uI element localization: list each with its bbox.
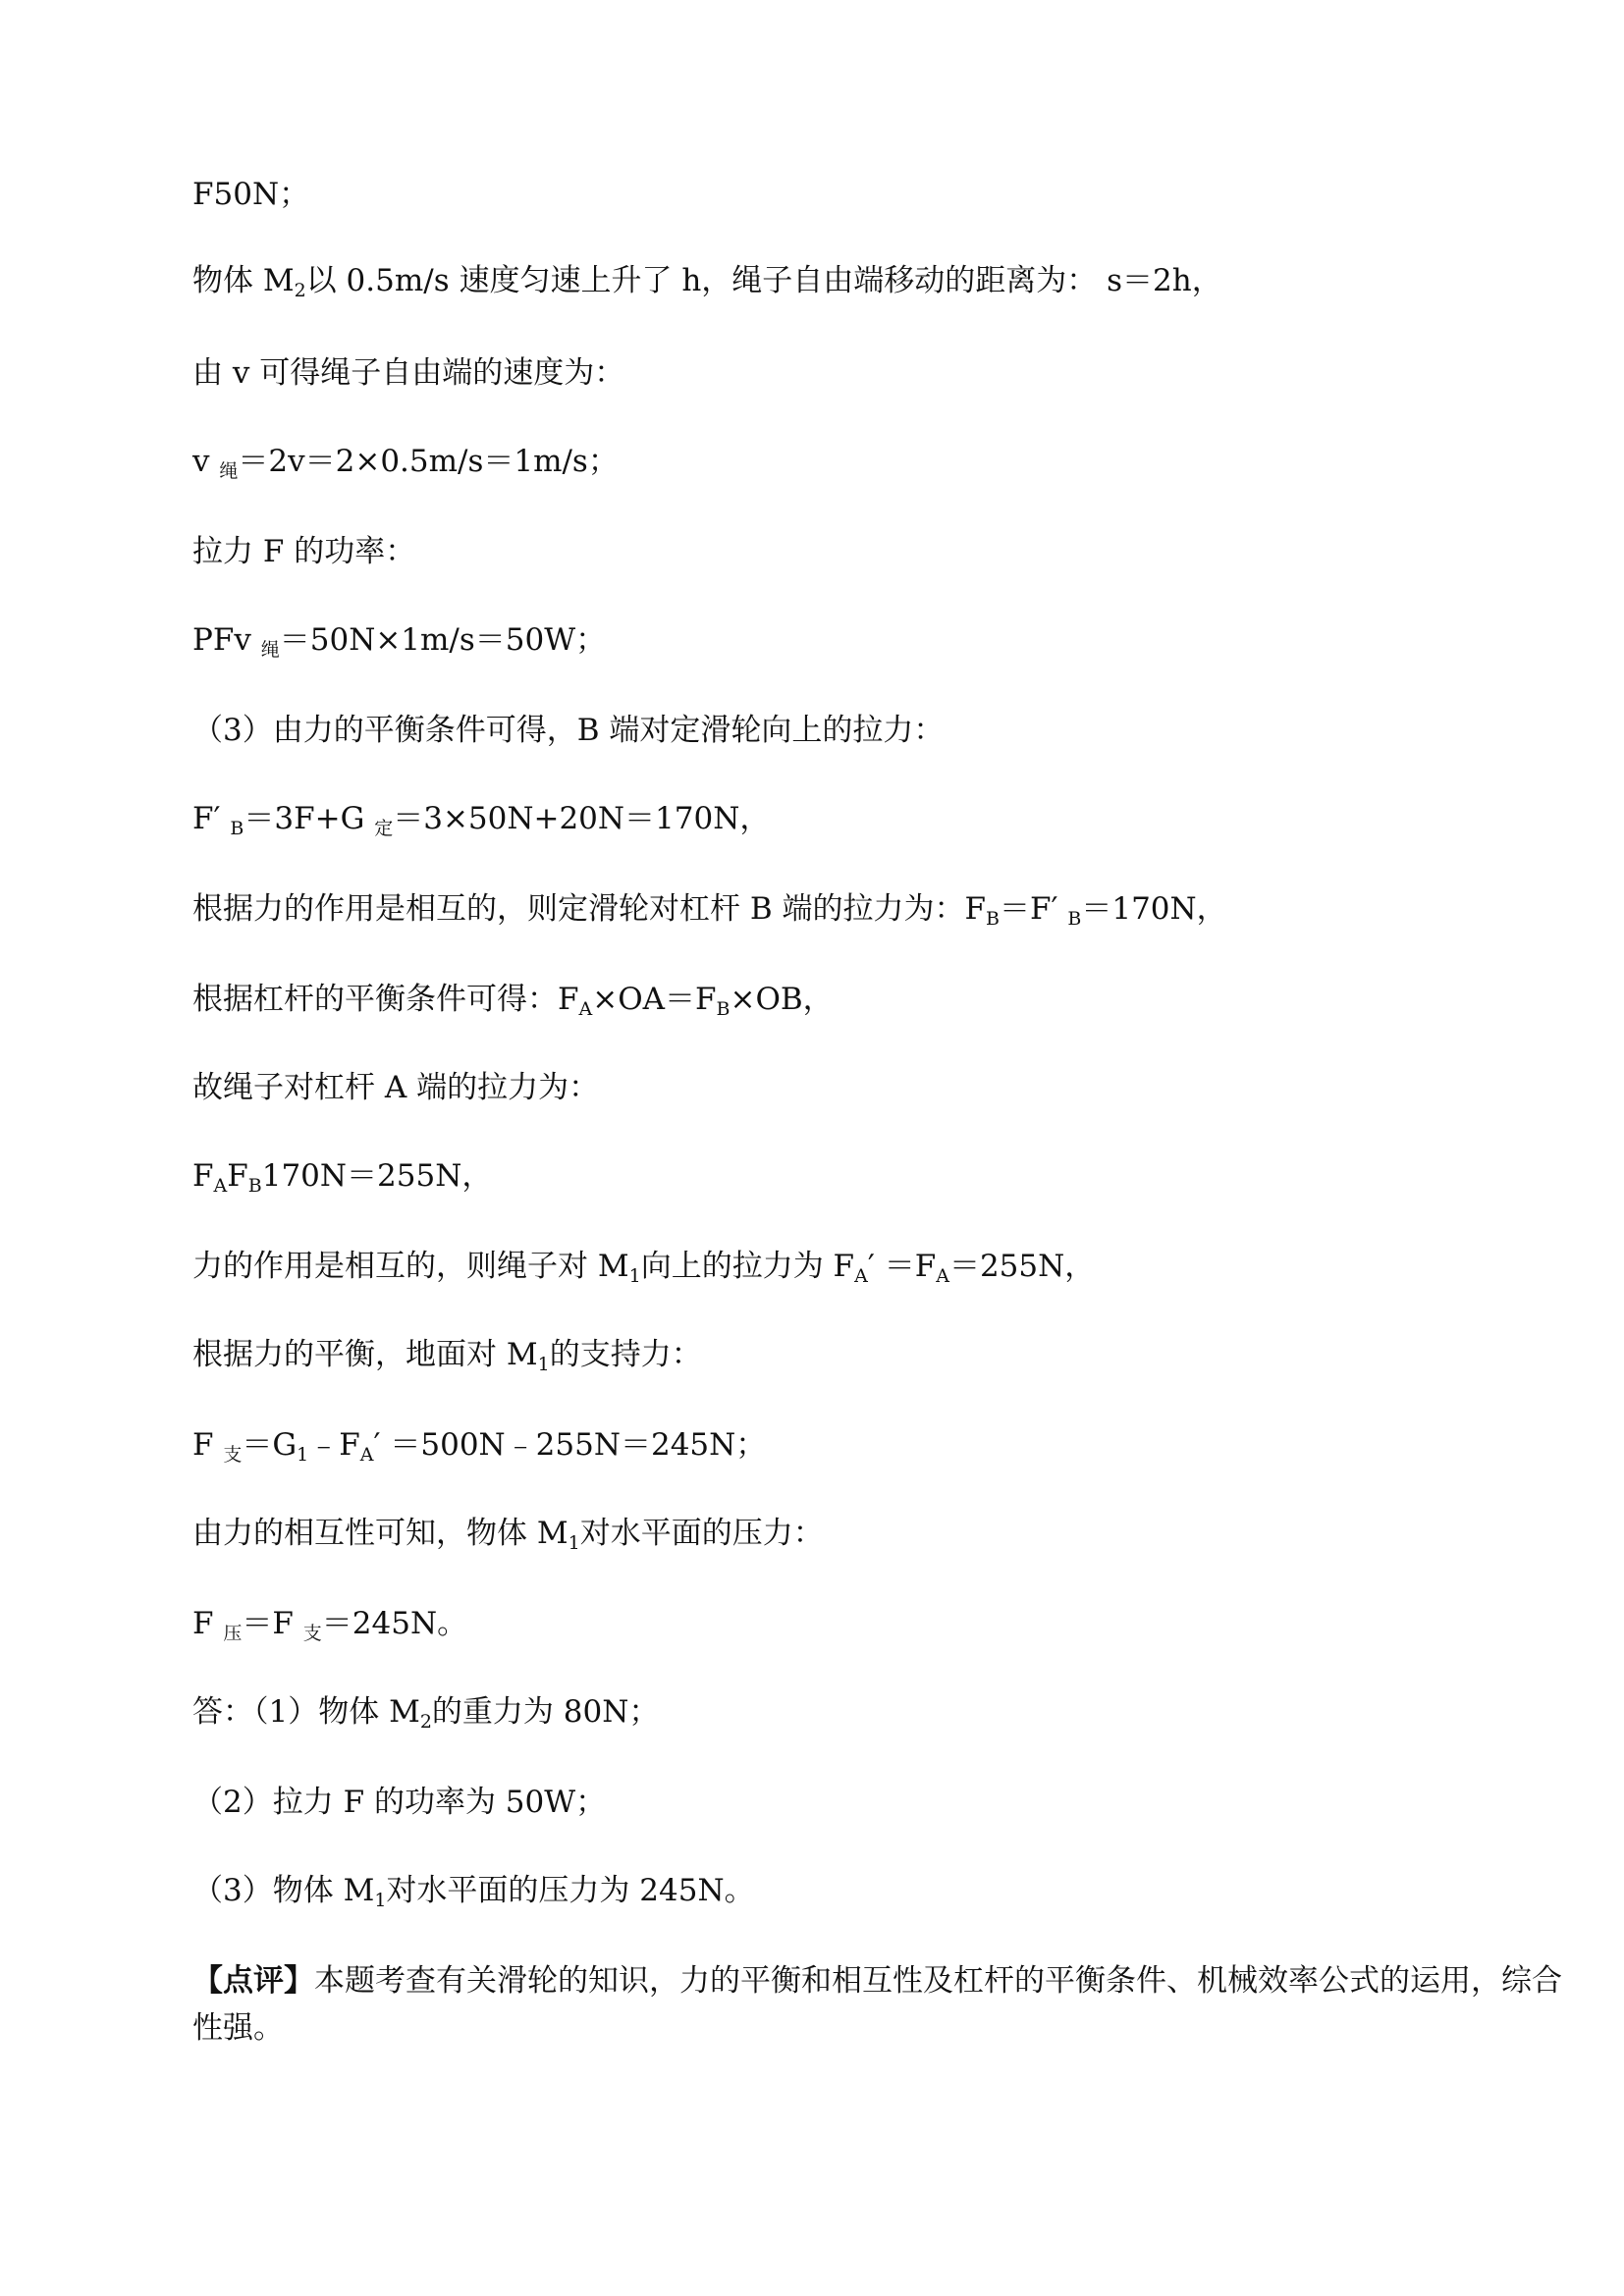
text-segment: ×OB， — [730, 982, 834, 1017]
text-segment: ﹣F — [308, 1427, 360, 1463]
subscript: B — [716, 998, 731, 1020]
text-line — [192, 1512, 824, 1555]
text-segment: F50N； — [192, 177, 310, 212]
review-line — [192, 1959, 1562, 2002]
text-segment: ′ ＝F — [867, 1249, 937, 1284]
subscript: B — [247, 1175, 262, 1197]
text-segment: ＝255N， — [948, 1249, 1096, 1284]
subscript: A — [936, 1265, 949, 1287]
text-segment: F — [192, 1427, 224, 1463]
text-line — [192, 709, 944, 752]
text-segment: 由 v 可得绳子自由端的速度为： — [192, 355, 625, 391]
text-segment: ′ ＝500N﹣255N＝245N； — [373, 1427, 767, 1463]
text-segment: 对水平面的压力： — [579, 1516, 824, 1551]
text-line — [192, 1333, 702, 1376]
text-segment: 的支持力： — [549, 1337, 702, 1372]
text-line — [192, 173, 309, 216]
subscript: 1 — [297, 1444, 309, 1466]
subscript: A — [213, 1175, 228, 1197]
text-segment: ＝245N。 — [321, 1606, 468, 1641]
subscript: 2 — [419, 1711, 432, 1733]
text-segment: 力的作用是相互的，则绳子对 M — [192, 1249, 629, 1284]
text-segment: 根据力的作用是相互的，则定滑轮对杠杆 B 端的拉力为：F — [192, 891, 986, 927]
text-segment: （3）由力的平衡条件可得，B 端对定滑轮向上的拉力： — [192, 713, 945, 748]
text-line — [192, 1602, 467, 1645]
text-segment: F — [227, 1158, 248, 1194]
text-segment: ＝G — [242, 1427, 298, 1463]
text-segment: F′ — [192, 801, 231, 836]
text-line — [192, 530, 415, 573]
text-segment: 故绳子对杠杆 A 端的拉力为： — [192, 1070, 600, 1105]
text-segment: 170N＝255N， — [261, 1158, 493, 1194]
text-segment: （2）拉力 F 的功率为 50W； — [192, 1785, 607, 1820]
text-line — [192, 978, 834, 1021]
text-segment: F — [192, 1158, 214, 1194]
subscript: 1 — [568, 1532, 580, 1554]
text-segment: v — [192, 444, 220, 479]
subscript: B — [230, 818, 244, 839]
text-segment: 的重力为 80N； — [431, 1694, 660, 1730]
text-line — [192, 1245, 1095, 1288]
text-segment: 根据杠杆的平衡条件可得：F — [192, 982, 579, 1017]
answer-line — [192, 1781, 606, 1824]
text-segment: 由力的相互性可知，物体 M — [192, 1516, 568, 1551]
text-segment: ＝F′ — [999, 891, 1068, 927]
text-line — [192, 887, 1227, 931]
subscript: 绳 — [260, 639, 280, 661]
text-line — [192, 1154, 492, 1198]
text-segment: F — [192, 1606, 224, 1641]
text-segment: ＝50N×1m/s＝50W； — [279, 622, 607, 658]
text-segment: ＝3×50N+20N＝170N， — [393, 801, 771, 836]
text-segment: 拉力 F 的功率： — [192, 534, 416, 569]
text-segment: 向上的拉力为 F — [640, 1249, 855, 1284]
subscript: B — [1067, 908, 1082, 930]
text-segment: 答：（1）物体 M — [192, 1694, 420, 1730]
subscript: 1 — [537, 1354, 550, 1375]
text-segment: 对水平面的压力为 245N。 — [386, 1873, 755, 1908]
text-line — [192, 797, 770, 840]
text-segment: 物体 M — [192, 263, 295, 298]
text-line — [192, 1423, 766, 1467]
text-segment: 以 0.5m/s 速度匀速上升了 h，绳子自由端移动的距离为： s＝2h， — [305, 263, 1222, 298]
subscript: 支 — [223, 1444, 243, 1466]
subscript: 1 — [374, 1890, 387, 1911]
subscript: 绳 — [219, 460, 239, 482]
subscript: A — [854, 1265, 868, 1287]
subscript: 定 — [374, 818, 394, 839]
text-segment: PFv — [192, 622, 261, 658]
text-line — [192, 618, 606, 662]
text-line — [192, 440, 619, 483]
subscript: 支 — [302, 1623, 322, 1644]
text-segment: 性强。 — [192, 2010, 284, 2046]
subscript: A — [359, 1444, 374, 1466]
text-segment: 根据力的平衡，地面对 M — [192, 1337, 538, 1372]
answer-line — [192, 1690, 659, 1734]
review-line — [192, 2006, 284, 2050]
review-heading: 【点评】 — [192, 1963, 314, 1999]
text-line — [192, 259, 1222, 302]
text-segment: ＝2v＝2×0.5m/s＝1m/s； — [238, 444, 619, 479]
text-segment: ×OA＝F — [592, 982, 717, 1017]
text-segment: ＝170N， — [1081, 891, 1227, 927]
subscript: A — [578, 998, 593, 1020]
text-line — [192, 1066, 599, 1109]
text-segment: ＝3F+G — [244, 801, 375, 836]
subscript: 1 — [628, 1265, 641, 1287]
answer-line — [192, 1869, 755, 1912]
text-line — [192, 351, 624, 395]
text-segment: 本题考查有关滑轮的知识，力的平衡和相互性及杠杆的平衡条件、机械效率公式的运用，综合 — [314, 1963, 1562, 1999]
subscript: 压 — [223, 1623, 243, 1644]
text-segment: ＝F — [242, 1606, 303, 1641]
subscript: B — [986, 908, 1000, 930]
subscript: 2 — [294, 280, 306, 301]
text-segment: （3）物体 M — [192, 1873, 375, 1908]
